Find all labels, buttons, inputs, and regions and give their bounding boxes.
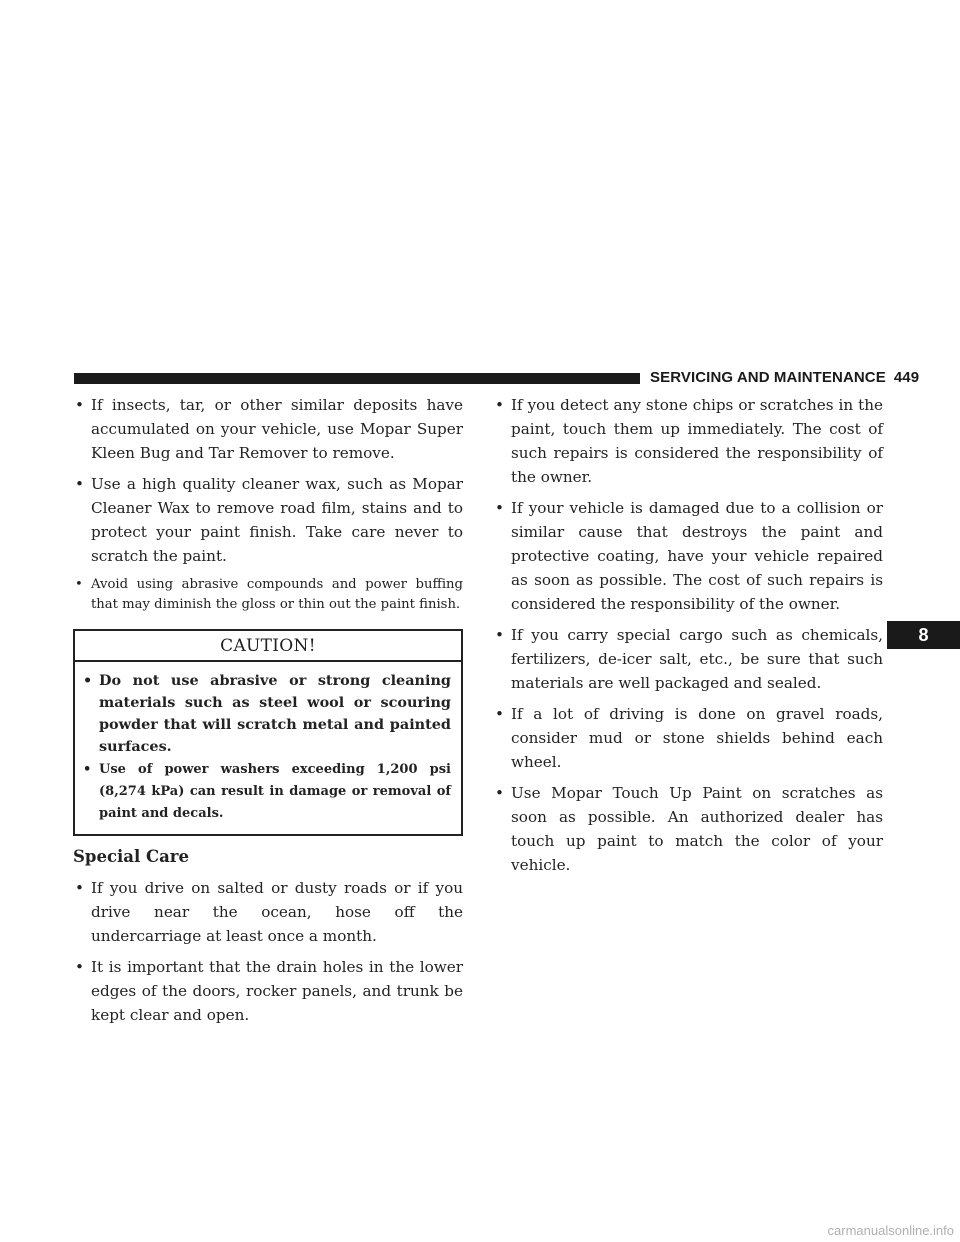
list-item: • If you carry special cargo such as chemicals, fertilizers, de-icer salt, etc., be sure that such materials are well packaged and sealed. [493, 623, 883, 695]
caution-item: • Use of power washers exceeding 1,200 psi (8,274 kPa) can result in damage or removal of paint and decals. [81, 759, 451, 825]
chapter-tab: 8 [887, 621, 960, 649]
list-item: • It is important that the drain holes in the lower edges of the doors, rocker panels, and trunk be kept clear and open. [73, 955, 463, 1027]
list-item: • Avoid using abrasive compounds and power buffing that may diminish the gloss or thin out the paint finish. [73, 575, 463, 615]
list-item: • Use Mopar Touch Up Paint on scratches as soon as possible. An authorized dealer has touch up paint to match the color of your vehicle. [493, 781, 883, 877]
caution-list [75, 662, 461, 834]
watermark: carmanualsonline.info [827, 1223, 954, 1238]
header-rule [74, 373, 640, 384]
list-item: • If insects, tar, or other similar deposits have accumulated on your vehicle, use Mopar Super Kleen Bug and Tar Remover to remove. [73, 393, 463, 465]
list-item: • Use a high quality cleaner wax, such as Mopar Cleaner Wax to remove road film, stains and to protect your paint finish. Take care never to scratch the paint. [73, 472, 463, 568]
special-care-list [73, 876, 463, 1027]
running-header [650, 369, 919, 386]
special-care-list-continued [493, 393, 883, 877]
caution-box [73, 629, 463, 836]
page-number: 449 [893, 369, 920, 386]
special-care-heading: Special Care [73, 847, 189, 866]
left-column [73, 393, 463, 1034]
list-item: • If you detect any stone chips or scratches in the paint, touch them up immediately. The cost of such repairs is considered the responsibility of the owner. [493, 393, 883, 489]
right-column [493, 393, 883, 884]
list-item: • If your vehicle is damaged due to a collision or similar cause that destroys the paint and protective coating, have your vehicle repaired as soon as possible. The cost of such repairs is considered the responsibility of the owner. [493, 496, 883, 616]
caution-title: CAUTION! [75, 631, 461, 662]
caution-item: • Do not use abrasive or strong cleaning materials such as steel wool or scouring powder that will scratch metal and painted surfaces. [81, 670, 451, 758]
list-item: • If a lot of driving is done on gravel roads, consider mud or stone shields behind each wheel. [493, 702, 883, 774]
list-item: • If you drive on salted or dusty roads or if you drive near the ocean, hose off the undercarriage at least once a month. [73, 876, 463, 948]
section-title: SERVICING AND MAINTENANCE [650, 369, 886, 386]
care-list [73, 393, 463, 615]
